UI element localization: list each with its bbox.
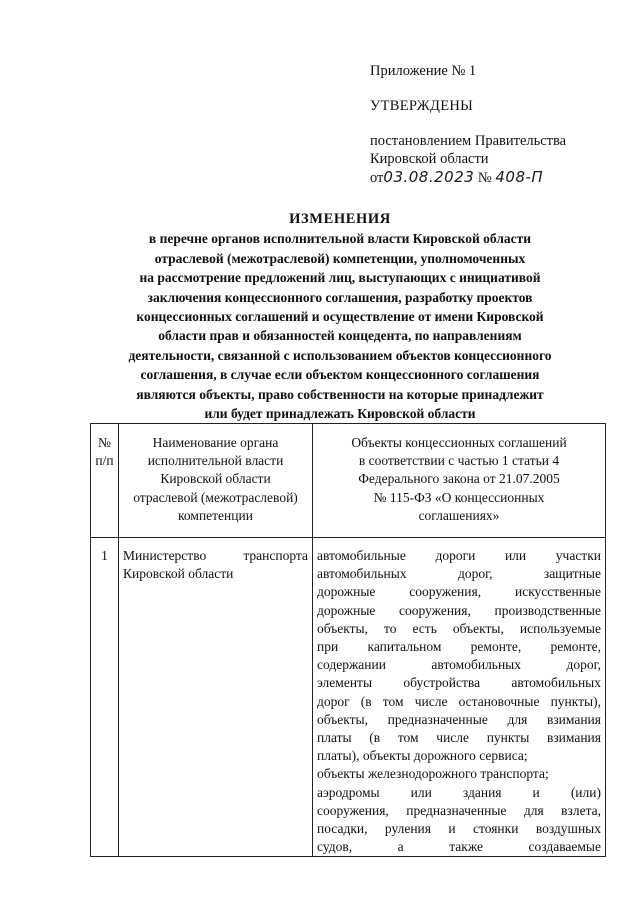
object-line: автомобильные дороги или участки [317, 548, 601, 564]
decree-line-1: постановлением Правительства [370, 133, 567, 149]
title-line: соглашения, в случае если объектом концессионного соглашения [140, 367, 540, 383]
object-line: платы (в том числе пункты взимания [317, 730, 601, 746]
approved-label: УТВЕРЖДЕНЫ [370, 98, 474, 114]
title-line: концессионных соглашений и осуществление от имени Кировской [136, 309, 544, 325]
header-num: № п/п [91, 424, 119, 538]
header-objects: Объекты концессионных соглашений в соответствии с частью 1 статьи 4 Федерального закона от 21.07.2005 № 115-ФЗ «О концессионных соглашениях» [313, 424, 606, 538]
object-line: дорог (в том числе остановочные пункты), [317, 693, 601, 709]
object-line: судов, а также создаваемые [317, 839, 601, 855]
title-heading: ИЗМЕНЕНИЯ [289, 211, 391, 227]
object-line: посадки, руления и стоянки воздушных [317, 821, 601, 837]
object-line: дорожные сооружения, производственные [317, 602, 601, 618]
object-line: объекты железнодорожного транспорта; [317, 766, 549, 782]
row-objects [313, 538, 606, 857]
title-line: деятельности, связанной с использованием объектов концессионного [128, 347, 552, 363]
object-line: элементы обустройства автомобильных [317, 675, 601, 691]
number-sign: № [477, 170, 492, 186]
object-line: при капитальном ремонте, ремонте, [317, 639, 601, 655]
title-line: или будет принадлежать Кировской области [204, 406, 476, 422]
object-line: дорожные сооружения, искусственные [317, 584, 601, 600]
object-line: автомобильных дорог, защитные [317, 566, 601, 582]
appendix-label: Приложение № 1 [370, 63, 477, 79]
date-prefix: от [370, 170, 384, 186]
document-title [90, 210, 590, 423]
row-organization [119, 538, 313, 857]
decree-number-handwritten: 408-П [495, 168, 544, 186]
title-line: области прав и обязанностей концедента, по направлениям [158, 328, 522, 344]
changes-table [90, 423, 606, 857]
title-line: в перечне органов исполнительной власти Кировской области [148, 231, 532, 247]
object-line: платы), объекты дорожного сервиса; [317, 748, 528, 764]
decree-date-handwritten: 03.08.2023 [383, 168, 475, 186]
row-number: 1 [91, 538, 119, 857]
object-line: аэродромы или здания и (или) [317, 784, 601, 800]
table-row [91, 538, 606, 857]
title-line: на рассмотрение предложений лиц, выступающих с инициативой [139, 270, 541, 286]
approval-block [370, 62, 620, 187]
title-line: являются объекты, право собственности на которые принадлежит [136, 386, 544, 402]
decree-line-2: Кировской области [370, 151, 489, 167]
object-line: содержании автомобильных дорог, [317, 657, 601, 673]
title-line: заключения концессионного соглашения, разработку проектов [147, 289, 533, 305]
object-line: объекты, то есть объекты, используемые [317, 620, 601, 636]
organization-name: Министерство транспорта Кировской области [123, 548, 308, 582]
title-line: отраслевой (межотраслевой) компетенции, уполномоченных [154, 250, 526, 266]
object-line: сооружения, предназначенные для взлета, [317, 802, 601, 818]
header-org: Наименование органа исполнительной власти Кировской области отраслевой (межотраслевой) компетенции [119, 424, 313, 538]
table-header-row [91, 424, 606, 538]
object-line: объекты, предназначенные для взимания [317, 711, 601, 727]
decree-date-line [370, 168, 620, 187]
